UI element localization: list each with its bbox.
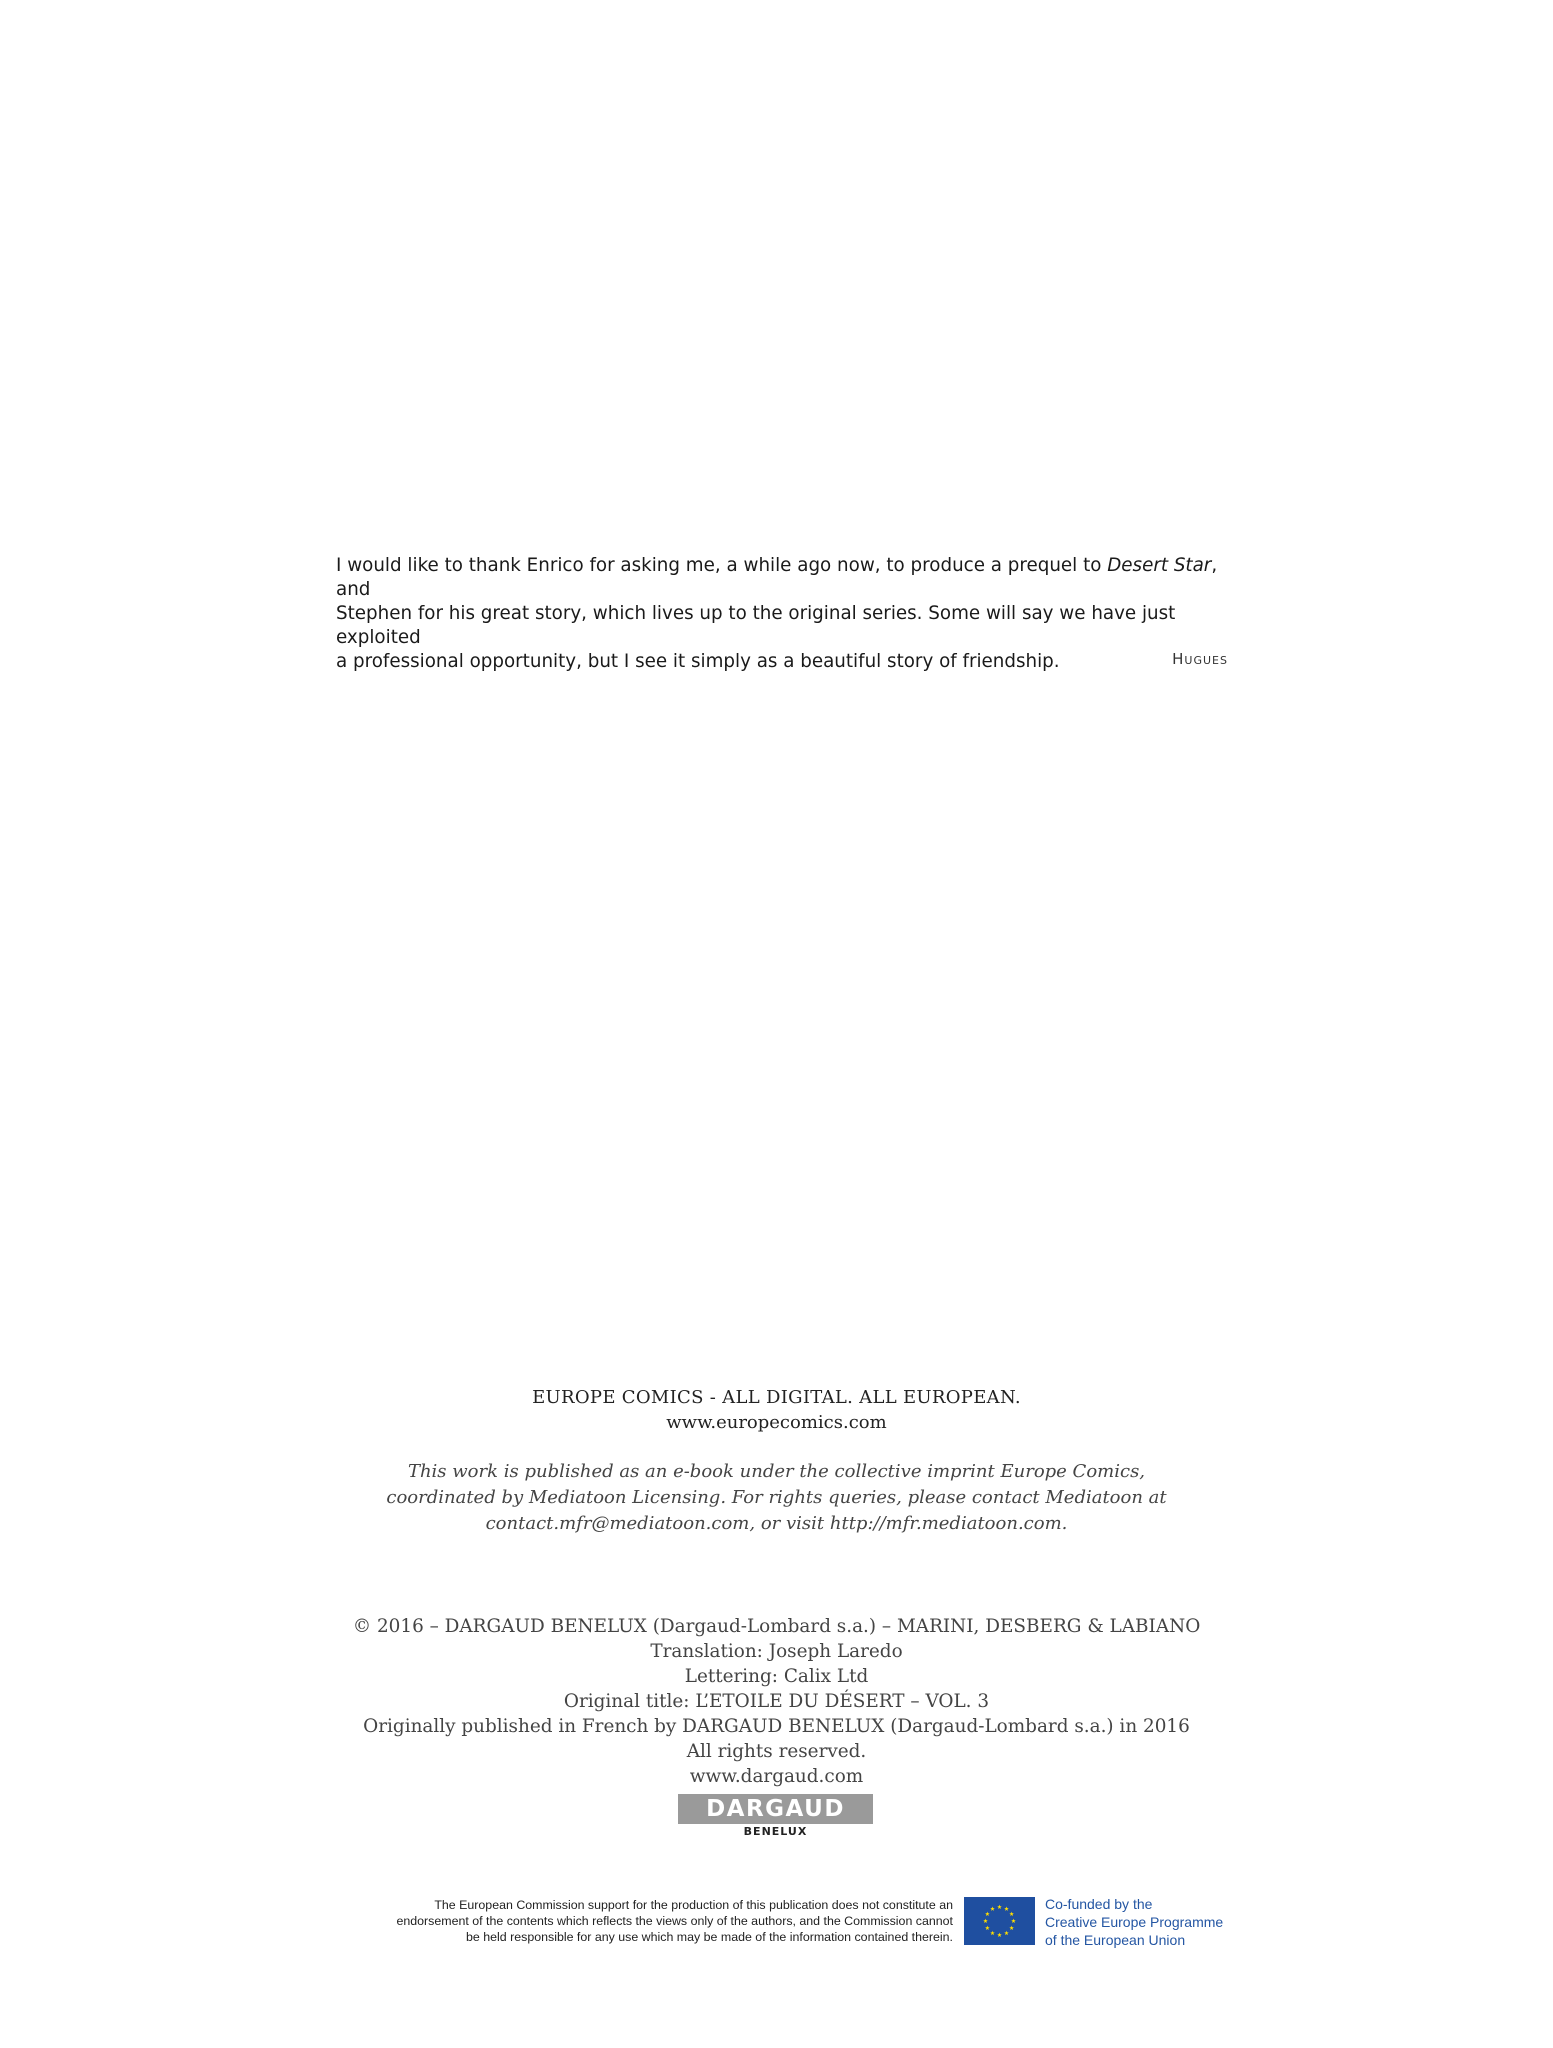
ack-line1-end: , and (336, 555, 1218, 600)
europe-comics-url[interactable]: www.europecomics.com (666, 1412, 887, 1433)
ack-line1-start: I would like to thank Enrico for asking me, a while ago now, to produce a prequel to (336, 555, 1108, 576)
notice-line: This work is published as an e-book under the collective imprint Europe Comics, (407, 1461, 1146, 1482)
eu-star (997, 1905, 1002, 1909)
rights-reserved: All rights reserved. (686, 1741, 867, 1762)
notice-line: contact.mfr@mediatoon.com, or visit http://mfr.mediatoon.com. (485, 1513, 1068, 1534)
eu-star (1004, 1906, 1009, 1910)
eu-star (1009, 1926, 1014, 1930)
translation-credit: Translation: Joseph Laredo (650, 1641, 903, 1662)
acknowledgement-line-2: Stephen for his great story, which lives up to the original series. Some will say we have just exploited (336, 603, 1176, 648)
dargaud-logo-sub: BENELUX (743, 1825, 808, 1838)
eu-cofunded-text (1045, 1895, 1223, 1949)
europe-comics-title: EUROPE COMICS - ALL DIGITAL. ALL EUROPEAN. (532, 1387, 1021, 1408)
eu-star (983, 1919, 988, 1923)
eu-text-line: of the European Union (1045, 1932, 1186, 1948)
disclaimer-line: endorsement of the contents which reflects the views only of the authors, and the Commission cannot (396, 1914, 953, 1928)
eu-flag-icon (964, 1897, 1035, 1945)
dargaud-logo (678, 1794, 873, 1838)
ack-book-title: Desert Star (1107, 555, 1212, 576)
lettering-credit: Lettering: Calix Ltd (684, 1666, 869, 1687)
eu-star (985, 1912, 990, 1916)
publication-notice (300, 1459, 1253, 1537)
eu-disclaimer (300, 1897, 953, 1945)
eu-star (990, 1906, 995, 1910)
acknowledgement-line-3: a professional opportunity, but I see it simply as a beautiful story of friendship. (336, 651, 1060, 672)
eu-star (1009, 1912, 1014, 1916)
credits-block (300, 1614, 1253, 1789)
europe-comics-block (300, 1385, 1253, 1537)
eu-star (985, 1926, 990, 1930)
original-publication: Originally published in French by DARGAUD BENELUX (Dargaud-Lombard s.a.) in 2016 (363, 1716, 1190, 1737)
original-title: Original title: L’ETOILE DU DÉSERT – VOL. 3 (563, 1691, 990, 1712)
disclaimer-line: be held responsible for any use which may be made of the information contained therein. (466, 1930, 953, 1944)
dargaud-logo-mark: DARGAUD (678, 1794, 873, 1824)
eu-star (997, 1933, 1002, 1937)
eu-stars-icon (964, 1897, 1035, 1945)
notice-line: coordinated by Mediatoon Licensing. For rights queries, please contact Mediatoon at (386, 1487, 1167, 1508)
acknowledgement-line-1 (336, 554, 1228, 602)
eu-text-line: Creative Europe Programme (1045, 1914, 1224, 1930)
signature: Hugues (1172, 650, 1228, 668)
eu-star (1004, 1931, 1009, 1935)
eu-star (990, 1931, 995, 1935)
dargaud-url[interactable]: www.dargaud.com (689, 1766, 864, 1787)
eu-text-line: Co-funded by the (1045, 1896, 1153, 1912)
disclaimer-line: The European Commission support for the production of this publication does not constitute an (434, 1898, 953, 1912)
eu-star (1011, 1919, 1016, 1923)
copyright-line: © 2016 – DARGAUD BENELUX (Dargaud-Lombard s.a.) – MARINI, DESBERG & LABIANO (352, 1616, 1201, 1637)
